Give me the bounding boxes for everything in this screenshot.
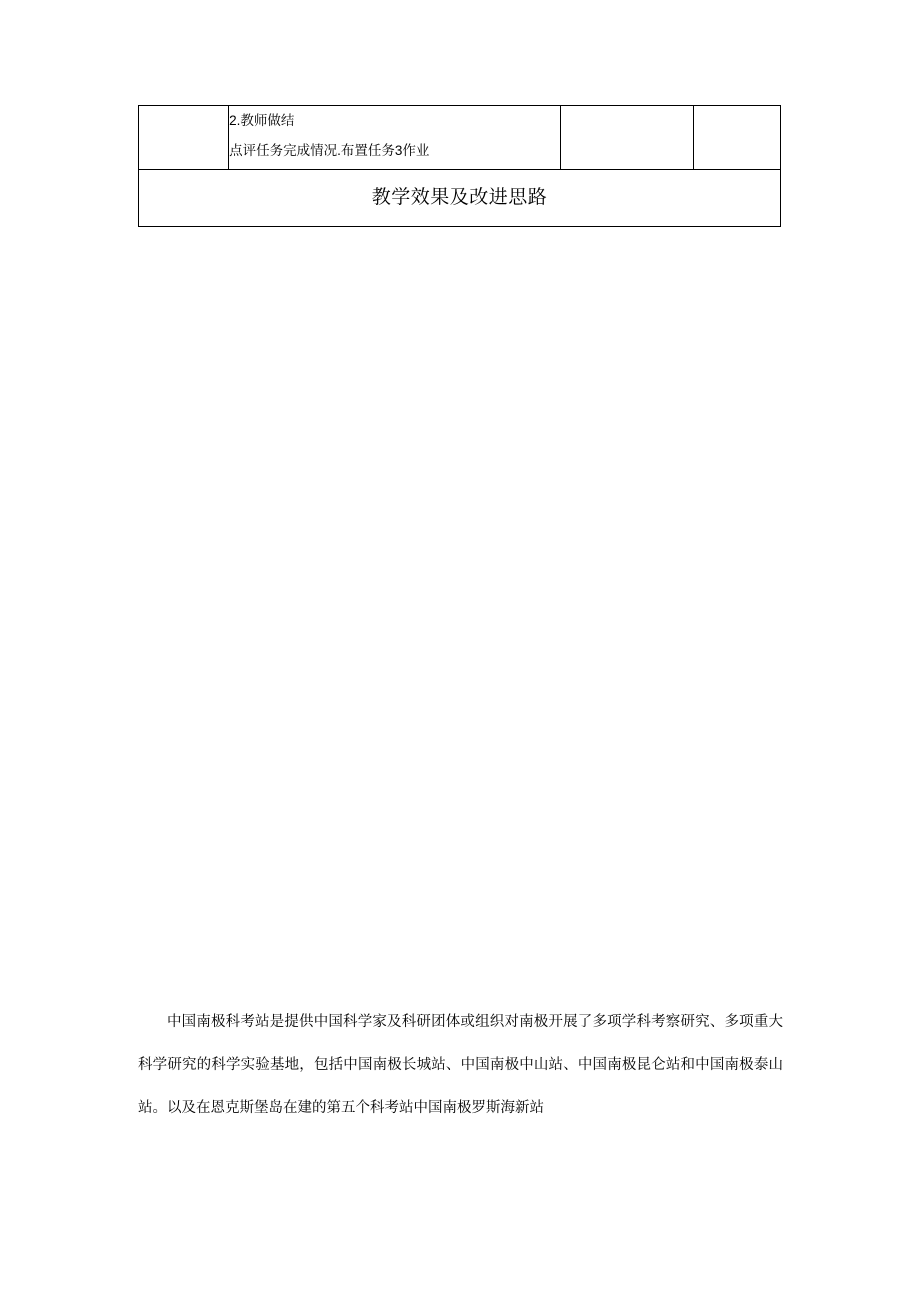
effect-section-title: 教学效果及改进思路 — [139, 170, 781, 227]
body-paragraph — [138, 986, 783, 1144]
teaching-step-line-2: 点评任务完成情况.布置任务3作业 — [229, 143, 430, 158]
table-row-effect — [139, 170, 781, 227]
table-cell-teaching-steps — [229, 106, 561, 170]
lesson-plan-table — [138, 105, 781, 227]
teaching-step-line-1: 2.教师做结 — [229, 113, 295, 128]
table-row — [139, 106, 781, 170]
table-cell-time — [693, 106, 780, 170]
table-cell-method — [560, 106, 693, 170]
table-cell-stage — [139, 106, 229, 170]
paragraph-text: 中国南极科考站是提供中国科学家及科研团体或组织对南极开展了多项学科考察研究、多项重大科学研究的科学实验基地，包括中国南极长城站、中国南极中山站、中国南极昆仑站和中国南极泰山站。以及在恩克斯堡岛在建的第五个科考站中国南极罗斯海新站 — [138, 1013, 783, 1116]
